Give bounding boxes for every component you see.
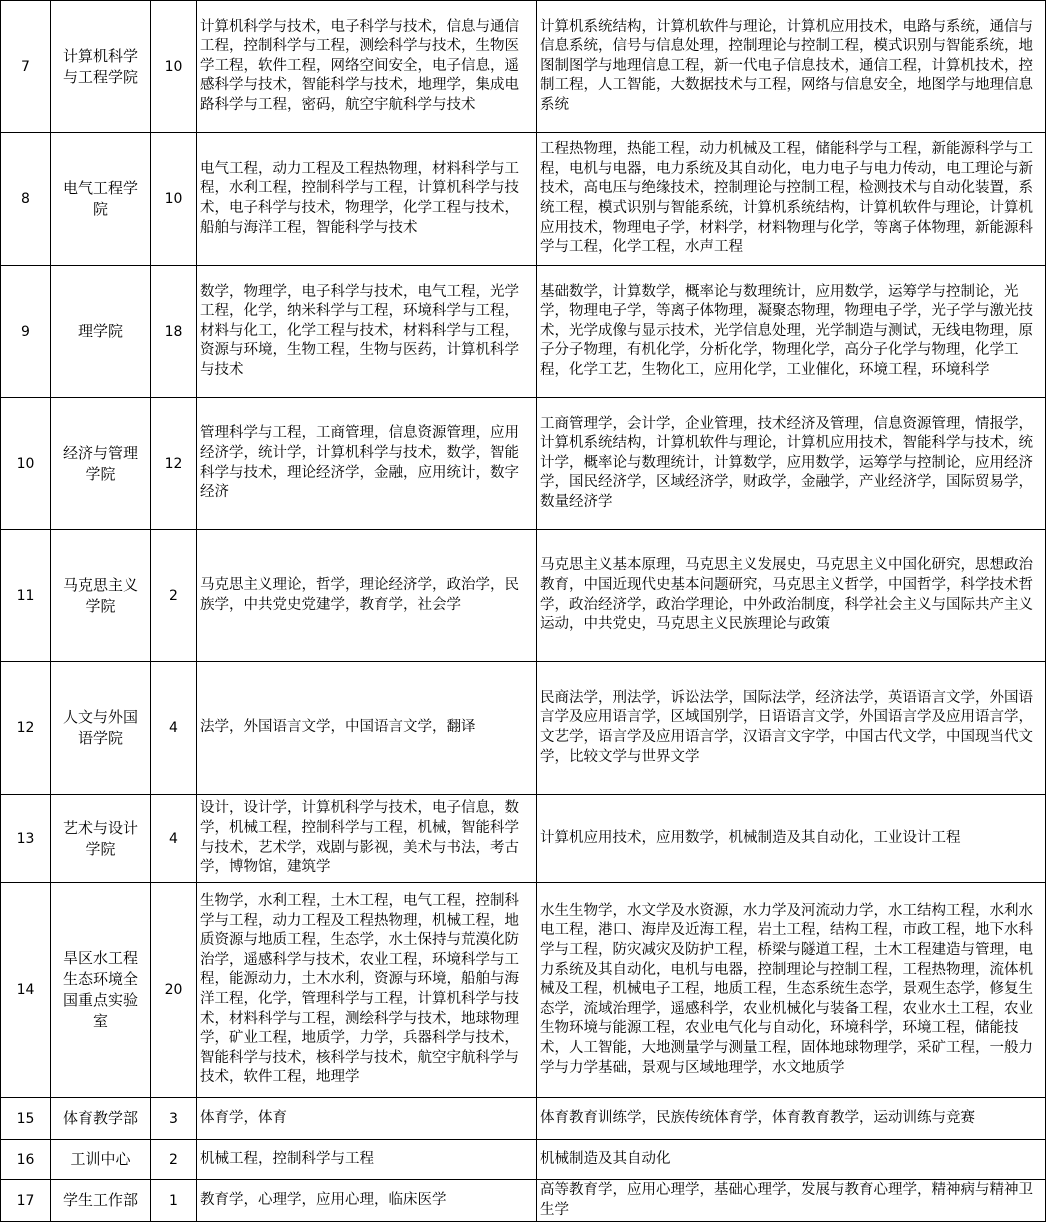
majors-cell: 管理科学与工程，工商管理，信息资源管理，应用经济学，统计学，计算机科学与技术，数学，智能科学与技术，理论经济学，金融，应用统计，数字经济 [197,398,537,530]
directions-cell: 基础数学，计算数学，概率论与数理统计，应用数学，运筹学与控制论，光学，物理电子学，等离子体物理，凝聚态物理，物理电子学，光子学与激光技术，光学成像与显示技术，光学信息处理，光学制造与测试，无线电物理，原子分子物理，有机化学，分析化学，物理化学，高分子化学与物理，化学工程，化学工艺，生物化工，应用化学，工业催化，环境工程，环境科学 [537,266,1046,398]
row-number: 10 [1,398,51,530]
enrollment-count: 10 [151,133,197,266]
row-number: 7 [1,1,51,133]
directions-cell: 水生生物学，水文学及水资源，水力学及河流动力学，水工结构工程，水利水电工程，港口、海岸及近海工程，岩土工程，结构工程，市政工程，地下水科学与工程，防灾减灾及防护工程，桥梁与隧道工程，土木工程建造与管理，电力系统及其自动化，电机与电器，控制理论与控制工程，工程热物理，流体机械及工程，机械电子工程，地质工程，生态系统生态学，景观生态学，修复生态学，流域治理学，遥感科学，农业机械化与装备工程，农业水土工程，农业生物环境与能源工程，农业电气化与自动化，环境科学，环境工程，储能技术，人工智能，大地测量学与测量工程，固体地球物理学，采矿工程，一般力学与力学基础，景观与区域地理学，水文地质学 [537,883,1046,1098]
table-row [1,883,1046,1098]
college-name: 旱区水工程生态环境全国重点实验室 [51,883,151,1098]
college-name: 体育教学部 [51,1098,151,1140]
enrollment-count: 20 [151,883,197,1098]
table-row [1,133,1046,266]
table-row [1,530,1046,662]
row-number: 11 [1,530,51,662]
majors-cell: 教育学，心理学，应用心理，临床医学 [197,1180,537,1222]
directions-cell: 民商法学，刑法学，诉讼法学，国际法学，经济法学，英语语言文学，外国语言学及应用语言学，区域国别学，日语语言文学，外国语言学及应用语言学，文艺学，语言学及应用语言学，汉语言文字学，中国古代文学，中国现当代文学，比较文学与世界文学 [537,662,1046,795]
directions-cell: 工程热物理，热能工程，动力机械及工程，储能科学与工程，新能源科学与工程，电机与电器，电力系统及其自动化，电力电子与电力传动，电工理论与新技术，高电压与绝缘技术，控制理论与控制工程，检测技术与自动化装置，系统工程，模式识别与智能系统，计算机系统结构，计算机软件与理论，计算机应用技术，物理电子学，材料学，材料物理与化学，等离子体物理，新能源科学与工程，化学工程，水声工程 [537,133,1046,266]
majors-cell: 法学，外国语言文学，中国语言文学，翻译 [197,662,537,795]
row-number: 15 [1,1098,51,1140]
enrollment-count: 4 [151,795,197,883]
table-row [1,1180,1046,1222]
table-row [1,266,1046,398]
row-number: 14 [1,883,51,1098]
table-row [1,662,1046,795]
directions-cell: 体育教育训练学，民族传统体育学，体育教育教学，运动训练与竞赛 [537,1098,1046,1140]
college-name: 理学院 [51,266,151,398]
enrollment-count: 1 [151,1180,197,1222]
enrollment-count: 4 [151,662,197,795]
enrollment-count: 10 [151,1,197,133]
directions-cell: 马克思主义基本原理，马克思主义发展史，马克思主义中国化研究，思想政治教育，中国近现代史基本问题研究，马克思主义哲学，中国哲学，科学技术哲学，政治经济学，政治学理论，中外政治制度，科学社会主义与国际共产主义运动，中共党史，马克思主义民族理论与政策 [537,530,1046,662]
majors-cell: 马克思主义理论，哲学，理论经济学，政治学，民族学，中共党史党建学，教育学，社会学 [197,530,537,662]
table-row [1,795,1046,883]
directions-cell: 计算机系统结构，计算机软件与理论，计算机应用技术，电路与系统，通信与信息系统，信号与信息处理，控制理论与控制工程，模式识别与智能系统，地图制图学与地理信息工程，新一代电子信息技术，通信工程，计算机技术，控制工程，人工智能，大数据技术与工程，网络与信息安全，地图学与地理信息系统 [537,1,1046,133]
college-name: 计算机科学与工程学院 [51,1,151,133]
majors-cell: 电气工程，动力工程及工程热物理，材料科学与工程，水利工程，控制科学与工程，计算机科学与技术，电子科学与技术，物理学，化学工程与技术，船舶与海洋工程，智能科学与技术 [197,133,537,266]
college-name: 艺术与设计学院 [51,795,151,883]
enrollment-count: 2 [151,1140,197,1180]
enrollment-count: 2 [151,530,197,662]
college-name: 电气工程学院 [51,133,151,266]
table-row [1,1140,1046,1180]
college-name: 经济与管理学院 [51,398,151,530]
directions-cell: 机械制造及其自动化 [537,1140,1046,1180]
enrollment-count: 18 [151,266,197,398]
row-number: 16 [1,1140,51,1180]
row-number: 8 [1,133,51,266]
row-number: 9 [1,266,51,398]
college-name: 人文与外国语学院 [51,662,151,795]
directions-cell: 高等教育学，应用心理学，基础心理学，发展与教育心理学，精神病与精神卫生学 [537,1180,1046,1222]
enrollment-count: 3 [151,1098,197,1140]
majors-cell: 机械工程，控制科学与工程 [197,1140,537,1180]
row-number: 17 [1,1180,51,1222]
directions-cell: 计算机应用技术，应用数学，机械制造及其自动化，工业设计工程 [537,795,1046,883]
majors-cell: 体育学，体育 [197,1098,537,1140]
college-name: 学生工作部 [51,1180,151,1222]
row-number: 13 [1,795,51,883]
row-number: 12 [1,662,51,795]
majors-cell: 生物学，水利工程，土木工程，电气工程，控制科学与工程，动力工程及工程热物理，机械工程，地质资源与地质工程，生态学，水土保持与荒漠化防治学，遥感科学与技术，农业工程，环境科学与工程，能源动力，土木水利，资源与环境，船舶与海洋工程，化学，管理科学与工程，计算机科学与技术，材料科学与工程，测绘科学与技术，地球物理学，矿业工程，地质学，力学，兵器科学与技术，智能科学与技术，核科学与技术，航空宇航科学与技术，软件工程，地理学 [197,883,537,1098]
directions-cell: 工商管理学，会计学，企业管理，技术经济及管理，信息资源管理，情报学，计算机系统结构，计算机软件与理论，计算机应用技术，智能科学与技术，统计学，概率论与数理统计，计算数学，应用数学，运筹学与控制论，应用经济学，国民经济学，区域经济学，财政学，金融学，产业经济学，国际贸易学，数量经济学 [537,398,1046,530]
college-name: 工训中心 [51,1140,151,1180]
majors-cell: 计算机科学与技术，电子科学与技术，信息与通信工程，控制科学与工程，测绘科学与技术，生物医学工程，软件工程，网络空间安全，电子信息，遥感科学与技术，智能科学与技术，地理学，集成电路科学与工程，密码，航空宇航科学与技术 [197,1,537,133]
majors-cell: 数学，物理学，电子科学与技术，电气工程，光学工程，化学，纳米科学与工程，环境科学与工程，材料与化工，化学工程与技术，材料科学与工程，资源与环境，生物工程，生物与医药，计算机科学与技术 [197,266,537,398]
college-name: 马克思主义学院 [51,530,151,662]
table-row [1,398,1046,530]
table-row [1,1,1046,133]
enrollment-count: 12 [151,398,197,530]
table-row [1,1098,1046,1140]
majors-cell: 设计，设计学，计算机科学与技术，电子信息，数学，机械工程，控制科学与工程，机械，智能科学与技术，艺术学，戏剧与影视，美术与书法，考古学，博物馆，建筑学 [197,795,537,883]
